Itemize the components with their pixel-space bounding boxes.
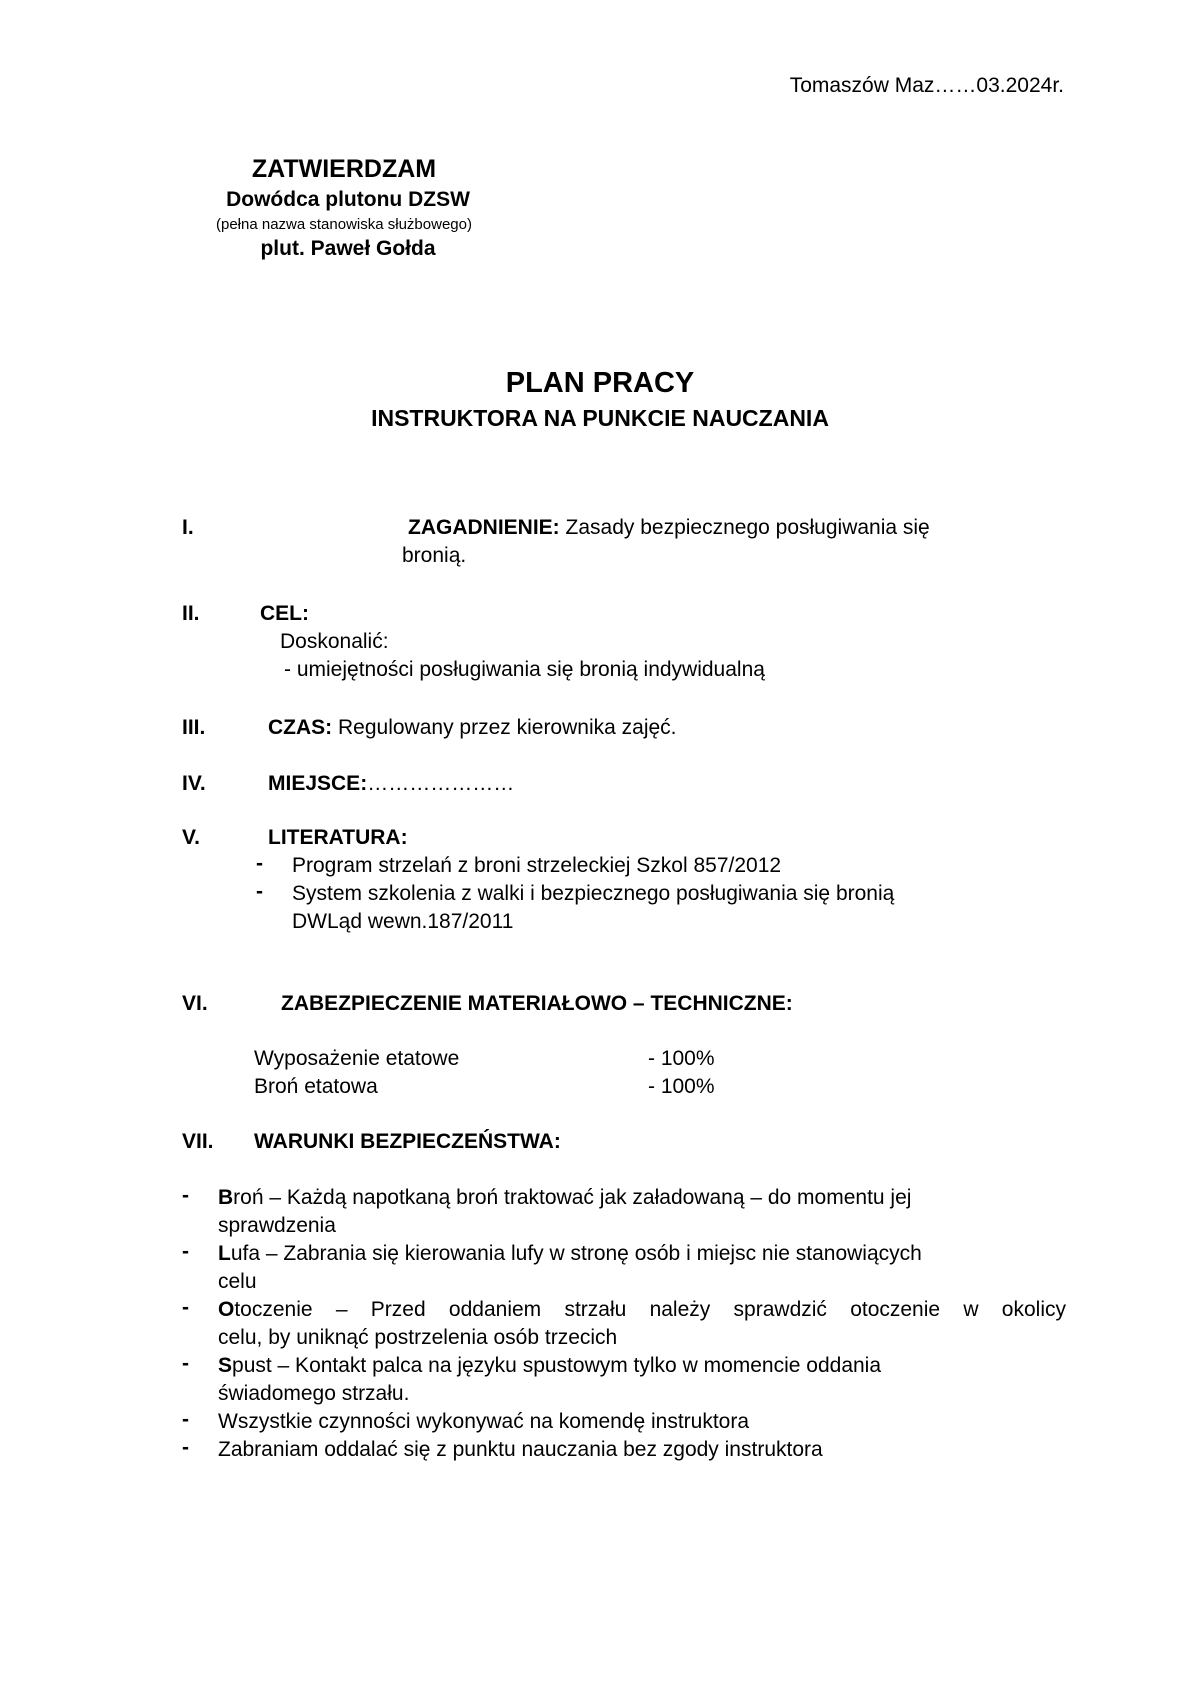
section-4-heading <box>268 770 514 798</box>
safety-bullet-2: - <box>182 1240 189 1263</box>
safety-rule-1-letter: B <box>218 1186 234 1209</box>
section-7-label: WARUNKI BEZPIECZEŃSTWA: <box>254 1130 561 1153</box>
safety-rule-6: Zabraniam oddalać się z punktu nauczania bez zgody instruktora <box>218 1438 823 1461</box>
section-2-line-2: - umiejętności posługiwania się bronią indywidualną <box>284 658 765 681</box>
approval-position: Dowódca plutonu DZSW <box>226 188 470 211</box>
place-date: Tomaszów Maz……03.2024r. <box>789 74 1064 97</box>
section-1-number: I. <box>182 516 194 539</box>
section-2-line-1: Doskonalić: <box>280 630 389 653</box>
section-1-heading <box>408 514 930 542</box>
safety-rule-2-letter: L <box>218 1242 231 1265</box>
safety-bullet-1: - <box>182 1184 189 1207</box>
safety-rule-4-letter: S <box>218 1354 233 1377</box>
section-5-number: V. <box>182 826 200 849</box>
equipment-row-2-name: Broń etatowa <box>254 1075 378 1098</box>
safety-rule-3-letter: O <box>218 1298 235 1321</box>
section-6-label: ZABEZPIECZENIE MATERIAŁOWO – TECHNICZNE: <box>281 992 793 1015</box>
section-1-text-continued: bronią. <box>402 544 467 567</box>
section-4-label: MIEJSCE: <box>268 772 368 795</box>
safety-bullet-6: - <box>182 1436 189 1459</box>
literature-bullet-1: - <box>256 852 263 875</box>
safety-rule-2-continued: celu <box>218 1270 257 1293</box>
section-2-label: CEL: <box>260 602 309 625</box>
approval-label: ZATWIERDZAM <box>251 155 437 183</box>
section-3-heading <box>268 714 677 742</box>
approval-name: plut. Paweł Gołda <box>260 237 436 260</box>
section-2-number: II. <box>182 602 200 625</box>
section-4-text: ………………… <box>367 772 515 795</box>
safety-rule-4 <box>218 1352 881 1380</box>
safety-rule-2-text: ufa – Zabrania się kierowania lufy w stronę osób i miejsc nie stanowiących <box>230 1242 922 1265</box>
section-1-text: Zasady bezpiecznego posługiwania się <box>559 516 930 539</box>
section-3-label: CZAS: <box>268 716 333 739</box>
safety-rule-3 <box>218 1296 1066 1324</box>
safety-rule-1-text: roń – Każdą napotkaną broń traktować jak załadowaną – do momentu jej <box>233 1186 912 1209</box>
safety-rule-4-continued: świadomego strzału. <box>218 1382 410 1405</box>
section-6-number: VI. <box>182 992 208 1015</box>
safety-rule-4-text: pust – Kontakt palca na języku spustowym tylko w momencie oddania <box>232 1354 882 1377</box>
literature-bullet-2: - <box>256 880 263 903</box>
section-3-text: Regulowany przez kierownika zajęć. <box>332 716 677 739</box>
section-3-number: III. <box>182 716 206 739</box>
safety-rule-5: Wszystkie czynności wykonywać na komendę instruktora <box>218 1410 750 1433</box>
approval-block <box>164 152 524 263</box>
safety-bullet-4: - <box>182 1352 189 1375</box>
safety-rule-1-continued: sprawdzenia <box>218 1214 336 1237</box>
section-4-number: IV. <box>182 772 206 795</box>
approval-position-note: (pełna nazwa stanowiska służbowego) <box>216 216 472 233</box>
literature-item-2: System szkolenia z walki i bezpiecznego posługiwania się bronią <box>292 882 895 905</box>
document-title: PLAN PRACY <box>505 367 695 399</box>
document-subtitle: INSTRUKTORA NA PUNKCIE NAUCZANIA <box>371 405 829 431</box>
safety-rule-2 <box>218 1240 922 1268</box>
safety-bullet-5: - <box>182 1408 189 1431</box>
section-7-number: VII. <box>182 1130 214 1153</box>
safety-rule-3-continued: celu, by uniknąć postrzelenia osób trzecich <box>218 1326 618 1349</box>
equipment-row-1-value: - 100% <box>648 1047 715 1070</box>
literature-item-2-continued: DWLąd wewn.187/2011 <box>292 910 514 933</box>
safety-rule-3-text: toczenie – Przed oddaniem strzału należy sprawdzić otoczenie w okolicy <box>234 1298 1066 1321</box>
equipment-row-2-value: - 100% <box>648 1075 715 1098</box>
safety-rule-1 <box>218 1184 911 1212</box>
safety-bullet-3: - <box>182 1296 189 1319</box>
section-5-label: LITERATURA: <box>268 826 408 849</box>
literature-item-1: Program strzelań z broni strzeleckiej Szkol 857/2012 <box>292 854 782 877</box>
section-1-label: ZAGADNIENIE: <box>408 516 560 539</box>
equipment-row-1-name: Wyposażenie etatowe <box>254 1047 460 1070</box>
